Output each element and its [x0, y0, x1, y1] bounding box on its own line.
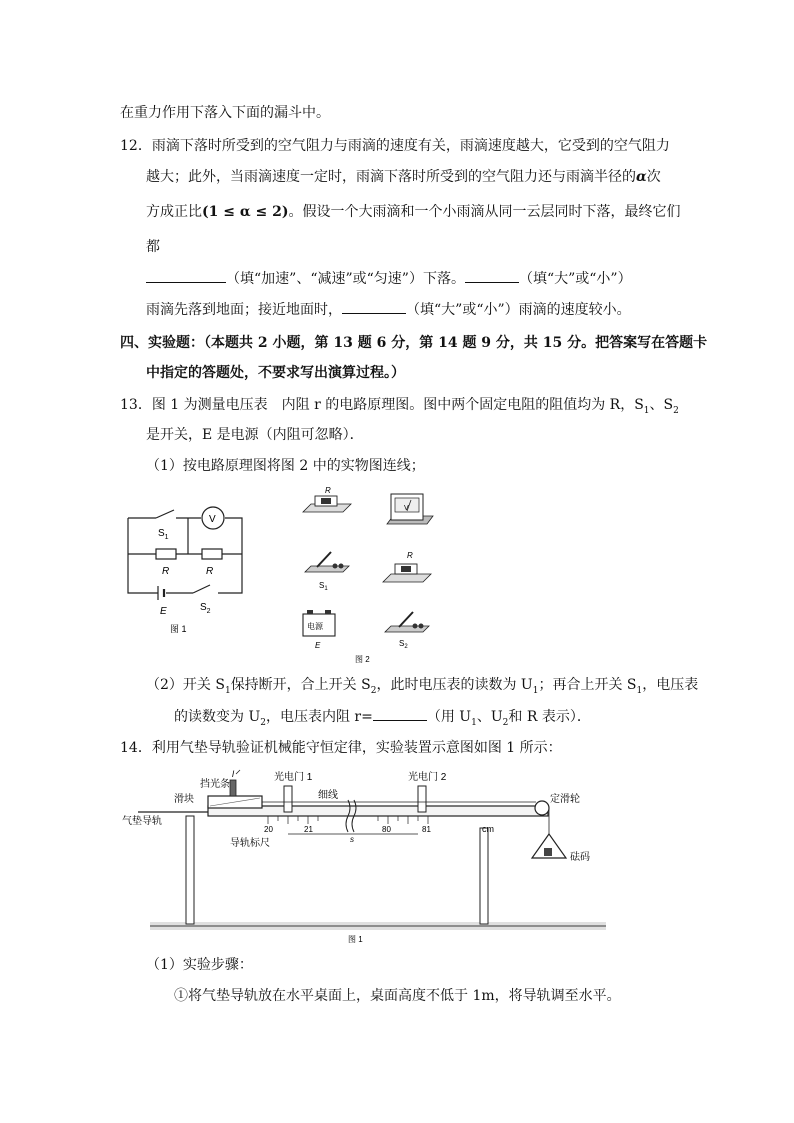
- photogate-1: [284, 786, 292, 812]
- part-label: R: [325, 486, 331, 495]
- resistor-part-icon: [303, 496, 351, 512]
- switch-s2-label: $S_2$: [200, 602, 211, 615]
- ruler-tick-label: 81: [422, 825, 431, 834]
- diagram-label: 细线: [318, 790, 338, 801]
- source-label: E: [160, 606, 167, 617]
- subscript: 2: [260, 717, 266, 728]
- ruler-tick-label: 21: [304, 825, 313, 834]
- light-bar: [230, 780, 236, 796]
- question-12-line-4: 都: [146, 239, 160, 255]
- part-label: $S_1$: [319, 581, 328, 592]
- question-14-step-1: ①将气垫导轨放在水平桌面上，桌面高度不低于 1m，将导轨调至水平。: [174, 988, 621, 1004]
- parts-diagram: [295, 484, 445, 664]
- question-text: ，电压表: [642, 677, 699, 693]
- figure-caption: 图 1: [170, 624, 187, 634]
- subscript: 1: [636, 685, 643, 696]
- distance-label: s: [350, 835, 354, 844]
- track-leg: [186, 816, 194, 924]
- diagram-label: 气垫导轨: [122, 816, 162, 827]
- subscript: 2: [673, 405, 679, 416]
- question-13-part-1: （1）按电路原理图将图 2 中的实物图连线；: [146, 458, 425, 474]
- diagram-label: l: [232, 769, 234, 779]
- voltmeter-part-icon: [387, 494, 433, 524]
- resistor-part-icon: [383, 564, 431, 582]
- resistor-label: R: [162, 566, 170, 577]
- track-leg: [480, 828, 488, 924]
- alpha-symbol: α: [636, 169, 647, 185]
- photogate-2: [418, 786, 426, 812]
- resistor-label: R: [206, 566, 214, 577]
- diagram-label: 滑块: [174, 794, 194, 805]
- voltmeter-label: V: [209, 514, 216, 525]
- question-text: 和 R 表示）．: [508, 709, 591, 725]
- question-14-part-1: （1）实验步骤：: [146, 957, 253, 973]
- question-12-line-6: [146, 299, 631, 320]
- question-text: ，电压表内阻 r=: [265, 709, 373, 725]
- answer-blank[interactable]: [373, 706, 427, 721]
- answer-blank[interactable]: [465, 268, 519, 283]
- question-text: 雨滴先落到地面；接近地面时，: [146, 302, 342, 318]
- diagram-label: 定滑轮: [550, 794, 580, 805]
- question-12-line-3: [146, 202, 680, 222]
- figure-caption: 图 1: [348, 935, 363, 944]
- ruler-tick-label: 20: [264, 825, 273, 834]
- switch-s2-part-icon: [385, 612, 429, 632]
- figure-caption: 图 2: [355, 655, 370, 664]
- question-text: 越大；此外，当雨滴速度一定时，雨滴下落时所受到的空气阻力还与雨滴半径的: [146, 169, 636, 185]
- question-text: （2）开关 S: [146, 677, 225, 693]
- subscript: 1: [224, 685, 231, 696]
- question-text: （填“大”或“小”）: [518, 271, 632, 287]
- question-text: 、U: [476, 709, 503, 725]
- pulley-icon: [535, 801, 549, 815]
- question-13-line-2: 是开关，E 是电源（内阻可忽略）．: [146, 427, 364, 443]
- air-track-diagram: [118, 768, 608, 946]
- question-text: 保持断开，合上开关 S: [230, 677, 371, 693]
- question-text: （填“大”或“小”）雨滴的速度较小。: [406, 302, 631, 318]
- answer-blank[interactable]: [146, 268, 226, 283]
- circuit-diagram: [118, 488, 258, 638]
- question-text: 13．图 1 为测量电压表 内阻 r 的电路原理图。图中两个固定电阻的阻值均为 R，S: [120, 397, 644, 413]
- diagram-label: 砝码: [570, 852, 590, 863]
- section-4-heading: 四、实验题：（本题共 2 小题，第 13 题 6 分，第 14 题 9 分，共 15 分。把答案写在答题卡: [120, 335, 708, 351]
- subscript: 1: [643, 405, 650, 416]
- question-text: 。假设一个大雨滴和一个小雨滴从同一云层同时下落，最终它们: [288, 204, 681, 220]
- question-12-line-2: [146, 167, 661, 187]
- question-text: （填“加速”、“减速”或“匀速”）下落。: [226, 271, 465, 287]
- subscript: 2: [370, 685, 377, 696]
- subscript: 1: [471, 717, 477, 728]
- diagram-label: 导轨标尺: [230, 838, 270, 849]
- subscript: 1: [532, 685, 539, 696]
- ruler-unit: cm: [482, 824, 494, 834]
- diagram-label: 光电门 1: [274, 772, 313, 783]
- part-label: R: [407, 551, 413, 560]
- question-12-line-5: [146, 268, 632, 289]
- question-12-line-1: [120, 136, 670, 156]
- question-13-part-2-line-1: [146, 675, 698, 701]
- question-14-line-1: 14．利用气垫导轨验证机械能守恒定律，实验装置示意图如图 1 所示：: [120, 740, 562, 756]
- subscript: 2: [502, 717, 509, 728]
- svg-text:V: V: [404, 505, 409, 512]
- question-number: 12．: [120, 138, 152, 154]
- part-label: 电源: [307, 622, 323, 631]
- switch-s1-part-icon: [305, 552, 349, 572]
- question-text: ；再合上开关 S: [538, 677, 637, 693]
- question-text: 、S: [649, 397, 674, 413]
- diagram-label: 挡光条: [200, 779, 230, 790]
- switch-s1-label: $S_1$: [158, 528, 169, 541]
- answer-blank[interactable]: [342, 299, 406, 314]
- question-13-line-1: [120, 395, 679, 421]
- question-text: ，此时电压表的读数为 U: [376, 677, 533, 693]
- part-label: $S_2$: [399, 639, 408, 650]
- part-label: E: [315, 641, 321, 650]
- diagram-label: 光电门 2: [408, 772, 447, 783]
- question-text: 次: [646, 169, 661, 185]
- text-line: 在重力作用下落入下面的漏斗中。: [120, 105, 330, 121]
- question-text: 的读数变为 U: [174, 709, 261, 725]
- question-text: 方成正比: [146, 204, 202, 220]
- question-13-part-2-line-2: [174, 706, 591, 733]
- question-text: 雨滴下落时所受到的空气阻力与雨滴的速度有关，雨滴速度越大，它受到的空气阻力: [151, 138, 670, 154]
- question-text: （用 U: [426, 709, 472, 725]
- ruler-tick-label: 80: [382, 825, 391, 834]
- section-4-heading-cont: 中指定的答题处，不要求写出演算过程。）: [146, 365, 405, 381]
- alpha-range: (1 ≤ α ≤ 2): [202, 204, 289, 220]
